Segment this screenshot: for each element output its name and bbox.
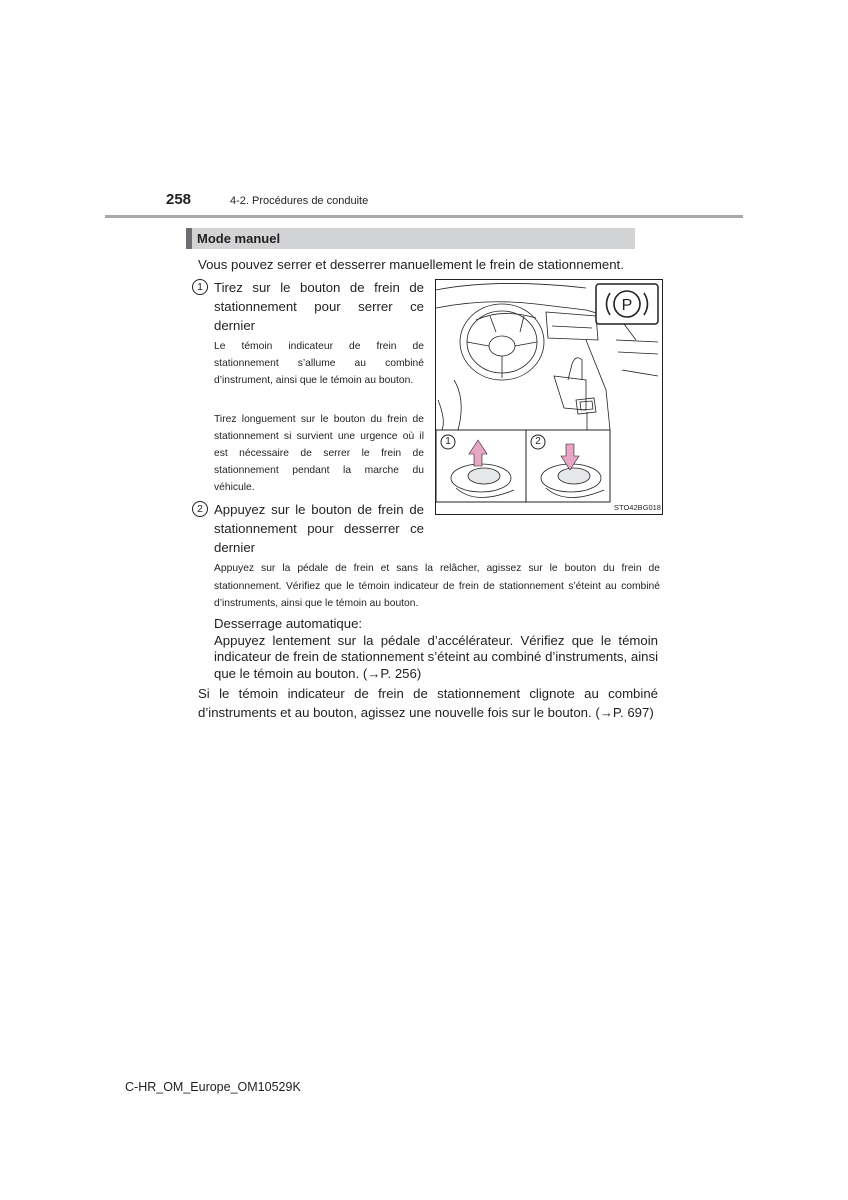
header-rule [105,215,743,218]
page-number: 258 [166,191,192,208]
parking-symbol-label: P [621,297,633,314]
auto-release-block [214,616,658,682]
step-2-note: Appuyez sur la pédale de frein et sans la relâcher, agissez sur le bouton du frein de stationnement. Vérifiez que le témoin indicateur de frein de stationnement s’éteint au combiné d’instruments, ainsi que le témoin au bouton. [214,563,660,609]
step-1-note-2: Tirez longuement sur le bouton du frein de stationnement si survient une urgence où il est nécessaire de serrer le frein de stationnement pendant la marche du véhicule. [214,414,424,493]
dashboard-drawing [436,280,662,514]
parking-brake-illustration [435,279,663,515]
step-1-text: Tirez sur le bouton de frein de stationnement pour serrer ce dernier [214,280,424,333]
closing-paragraph: Si le témoin indicateur de frein de stationnement clignote au combiné d’instruments et au bouton, agissez une nouvelle fois sur le bouton. (→P. 697) [198,686,658,720]
step-1-marker: 1 [192,279,208,295]
illustration-code: STO42BG018 [614,503,661,512]
step-2-text: Appuyez sur le bouton de frein de stationnement pour desserrer ce dernier [214,502,424,555]
callout-2-label: 2 [535,436,541,447]
section-title: Mode manuel [197,231,281,246]
step-1-note-1: Le témoin indicateur de frein de stationnement s’allume au combiné d’instrument, ainsi que le témoin au bouton. [214,341,424,386]
callout-1-label: 1 [445,436,451,447]
section-heading-accent [186,228,192,249]
section-heading-bar [186,228,635,249]
auto-release-text: Appuyez lentement sur la pédale d’accélérateur. Vérifiez que le témoin indicateur de frein de stationnement s’éteint au combiné d’instruments, ainsi que le témoin au bouton. (→P. 256) [214,632,658,681]
intro-paragraph: Vous pouvez serrer et desserrer manuellement le frein de stationnement. [198,257,624,272]
step-2-marker: 2 [192,501,208,517]
auto-release-title: Desserrage automatique: [214,616,363,631]
section-reference: 4-2. Procédures de conduite [230,195,369,207]
footer-doc-id: C-HR_OM_Europe_OM10529K [125,1080,301,1094]
